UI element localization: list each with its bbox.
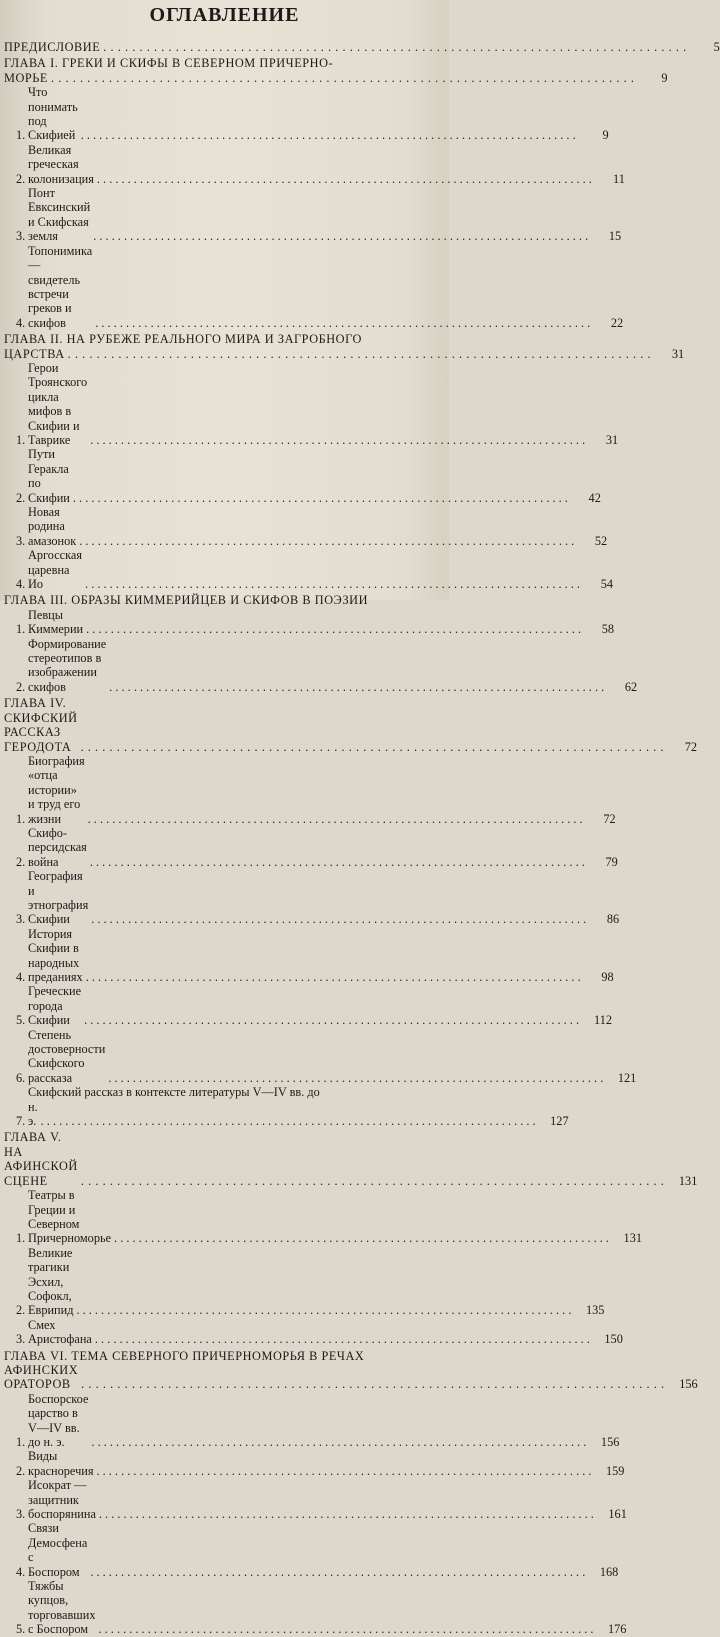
section-number: 1. — [16, 1231, 26, 1246]
section-number: 1. — [16, 1435, 26, 1449]
section-number: 3. — [16, 1332, 26, 1347]
chapter-entry — [4, 696, 698, 754]
entry-title-line: Певцы Киммерии — [28, 607, 84, 637]
entry-title-line: Герои Троянского цикла мифов в Скифии и Таврике — [28, 360, 88, 447]
entry-title-line: Тяжбы купцов, торговавших с Боспором — [28, 1579, 96, 1637]
section-number: 1. — [16, 811, 26, 826]
entry-title-line: н. э. — [28, 1099, 38, 1129]
section-entry — [4, 753, 616, 826]
page-number: 131 — [623, 1231, 642, 1246]
page-number: 156 — [679, 1377, 698, 1392]
dot-leader — [91, 912, 586, 926]
section-number: 2. — [16, 854, 26, 869]
section-entry — [4, 1391, 620, 1450]
dot-leader — [68, 347, 652, 361]
dot-leader — [90, 855, 585, 869]
entry-title-line: МОРЬЕ — [4, 70, 48, 85]
page-number: 5 — [713, 40, 720, 54]
page-number: 156 — [600, 1435, 620, 1449]
section-entry — [4, 1188, 642, 1246]
section-entry — [4, 360, 619, 447]
dot-leader — [91, 1435, 586, 1449]
chapter-entry — [4, 593, 444, 607]
section-number: 2. — [16, 1463, 26, 1478]
section-entry — [4, 1478, 627, 1522]
section-entry — [4, 142, 625, 186]
entry-title-line: Топонимика — свидетель встречи греков и скифов — [28, 243, 93, 330]
dot-leader — [79, 534, 574, 548]
section-entry — [4, 1245, 605, 1318]
entry-title-line: Исократ — защитник боспорянина — [28, 1478, 96, 1522]
entry-title-line: ЦАРСТВА — [4, 346, 65, 361]
section-number: 3. — [16, 912, 26, 927]
section-number: 2. — [16, 1303, 26, 1318]
page-number: 54 — [600, 577, 613, 592]
entry-title-line: Смех Аристофана — [28, 1317, 92, 1347]
entry-title-line: Великие трагики Эсхил, Софокл, Еврипид — [28, 1245, 74, 1318]
section-entry — [4, 1317, 623, 1347]
page-number: 31 — [605, 432, 619, 447]
dot-leader — [81, 1174, 665, 1188]
section-entry — [4, 984, 613, 1028]
entry-title-line: ГЛАВА II. НА РУБЕЖЕ РЕАЛЬНОГО МИРА И ЗАГРОБНОГО — [4, 332, 362, 347]
entry-title-line: Боспорское царство в V—IV вв. до н. э. — [28, 1391, 89, 1449]
section-number: 2. — [16, 171, 26, 186]
section-number: 3. — [16, 533, 26, 548]
dot-leader — [97, 172, 592, 186]
dot-leader — [103, 40, 687, 54]
page-number: 176 — [608, 1622, 627, 1637]
chapter-entry — [4, 1348, 698, 1392]
page-number: 42 — [588, 490, 601, 505]
page-number: 52 — [594, 533, 608, 548]
page-number: 72 — [684, 739, 698, 754]
page-number: 168 — [599, 1564, 619, 1579]
section-number: 1. — [16, 622, 26, 637]
section-entry — [4, 869, 620, 927]
page-number: 9 — [602, 128, 609, 143]
section-entry — [4, 186, 622, 244]
chapter-entry — [4, 332, 685, 361]
entry-title-line: Связи Демосфена с Боспором — [28, 1521, 88, 1579]
section-number: 6. — [16, 1070, 26, 1085]
dot-leader — [90, 1565, 585, 1579]
entry-title-line: Скифский рассказ в контексте литературы V—IV вв. до — [28, 1085, 320, 1100]
entry-title-line: Греческие города Скифии — [28, 984, 82, 1028]
dot-leader — [95, 1332, 590, 1346]
dot-leader — [99, 1622, 594, 1636]
entry-title-line: АФИНСКИХ ОРАТОРОВ — [4, 1362, 79, 1392]
dot-leader — [86, 622, 581, 636]
page-title: ОГЛАВЛЕНИЕ — [149, 4, 300, 26]
page-number: 62 — [624, 679, 638, 694]
dot-leader — [51, 71, 635, 85]
dot-leader — [81, 128, 576, 142]
page-number: 58 — [601, 622, 615, 637]
dot-leader — [95, 316, 590, 330]
section-number: 3. — [16, 229, 26, 244]
section-entry — [4, 607, 615, 637]
dot-leader — [76, 1303, 571, 1317]
section-number: 1. — [16, 128, 26, 143]
page-number: 79 — [605, 854, 618, 869]
section-number: 5. — [16, 1013, 26, 1028]
page-number: 72 — [603, 811, 616, 826]
entry-title-line: Скифо-персидская война — [28, 825, 87, 869]
page-number: 131 — [678, 1173, 698, 1188]
entry-title-line: Биография «отца истории» и труд его жизни — [28, 753, 85, 826]
page-number: 121 — [617, 1070, 637, 1085]
section-entry — [4, 1579, 627, 1637]
page-number: 31 — [671, 346, 685, 361]
section-entry — [4, 636, 638, 695]
section-entry — [4, 1085, 569, 1129]
dot-leader — [99, 1507, 594, 1521]
entry-title-line: Новая родина амазонок — [28, 505, 77, 548]
table-of-contents — [4, 38, 720, 1637]
entry-title-line: Великая греческая колонизация — [28, 142, 94, 186]
entry-title-line: ПРЕДИСЛОВИЕ — [4, 40, 101, 54]
chapter-entry — [4, 40, 720, 54]
section-entry — [4, 1027, 637, 1086]
page-number: 86 — [606, 912, 620, 927]
entry-title-line: ГЛАВА IV. СКИФСКИЙ РАССКАЗ ГЕРОДОТА — [4, 696, 78, 754]
dot-leader — [81, 740, 665, 754]
section-number: 2. — [16, 490, 26, 505]
page-number: 98 — [601, 970, 614, 984]
dot-leader — [109, 680, 604, 694]
dot-leader — [90, 433, 585, 447]
dot-leader — [114, 1231, 609, 1245]
entry-title-line: Понт Евксинский и Скифская земля — [28, 186, 91, 244]
page-number: 135 — [585, 1303, 605, 1318]
page-number: 22 — [610, 315, 624, 330]
page-number: 11 — [613, 171, 625, 186]
page-number: 161 — [608, 1507, 627, 1522]
page-number: 127 — [550, 1114, 569, 1129]
dot-leader — [86, 970, 581, 984]
dot-leader — [93, 229, 588, 243]
chapter-entry — [4, 1130, 698, 1188]
section-entry — [4, 447, 601, 505]
section-entry — [4, 825, 618, 869]
entry-title-line: Что понимать под Скифией — [28, 85, 78, 143]
dot-leader — [41, 1114, 536, 1128]
section-number: 7. — [16, 1114, 26, 1129]
section-entry — [4, 243, 624, 330]
dot-leader — [96, 1464, 591, 1478]
section-entry — [4, 85, 609, 143]
page-number: 150 — [604, 1332, 623, 1347]
section-number: 4. — [16, 577, 26, 592]
entry-title-line: ГЛАВА III. ОБРАЗЫ КИММЕРИЙЦЕВ И СКИФОВ В ПОЭЗИИ — [4, 593, 369, 608]
page-number: 112 — [594, 1013, 613, 1028]
entry-title-line: ГЛАВА VI. ТЕМА СЕВЕРНОГО ПРИЧЕРНОМОРЬЯ В РЕЧАХ — [4, 1348, 365, 1363]
section-entry — [4, 548, 613, 592]
chapter-entry — [4, 56, 668, 85]
entry-title-line: История Скифии в народных преданиях — [28, 926, 83, 984]
dot-leader — [73, 491, 568, 505]
entry-title-line: Аргосская царевна Ио — [28, 548, 83, 592]
page-number: 15 — [608, 229, 622, 244]
dot-leader — [81, 1377, 665, 1391]
dot-leader — [88, 812, 583, 826]
section-entry — [4, 505, 608, 548]
section-number: 2. — [16, 679, 26, 694]
dot-leader — [84, 1013, 579, 1027]
entry-title-line: Виды красноречия — [28, 1449, 94, 1478]
section-number: 3. — [16, 1507, 26, 1522]
section-number: 5. — [16, 1622, 26, 1637]
section-entry — [4, 926, 614, 985]
section-number: 4. — [16, 1564, 26, 1579]
section-entry — [4, 1449, 625, 1478]
page-number: 159 — [605, 1463, 625, 1478]
entry-title-line: Театры в Греции и Северном Причерноморье — [28, 1188, 112, 1246]
section-number: 1. — [16, 432, 26, 447]
page-number: 9 — [661, 70, 668, 85]
dot-leader — [108, 1071, 603, 1085]
entry-title-line: Пути Геракла по Скифии — [28, 447, 70, 505]
entry-title-line: ГЛАВА V. НА АФИНСКОЙ СЦЕНЕ — [4, 1130, 78, 1188]
entry-title-line: География и этнография Скифии — [28, 869, 89, 927]
section-entry — [4, 1521, 619, 1579]
entry-title-line: ГЛАВА I. ГРЕКИ И СКИФЫ В СЕВЕРНОМ ПРИЧЕРНО- — [4, 56, 334, 71]
section-number: 4. — [16, 970, 26, 984]
entry-title-line: Степень достоверности Скифского рассказа — [28, 1027, 106, 1085]
dot-leader — [85, 577, 580, 591]
section-number: 4. — [16, 315, 26, 330]
entry-title-line: Формирование стереотипов в изображении скифов — [28, 636, 107, 694]
